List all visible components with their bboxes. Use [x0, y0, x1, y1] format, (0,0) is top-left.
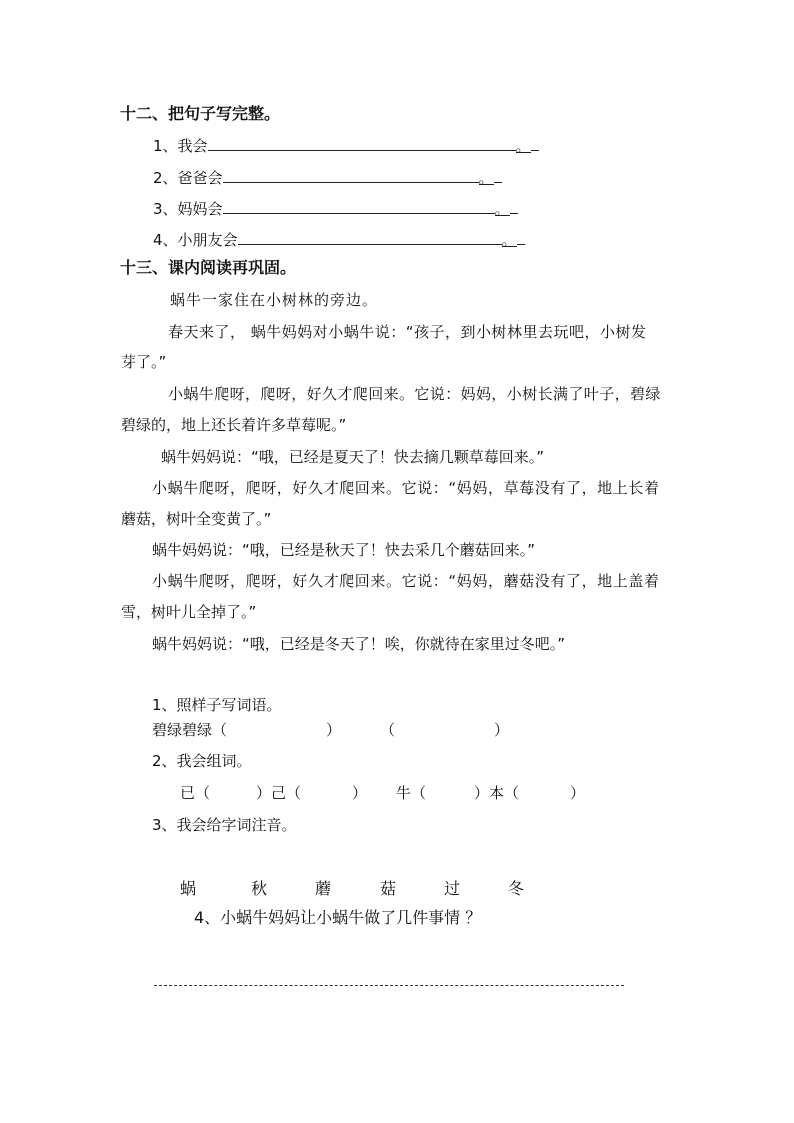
answer-blank[interactable] [208, 134, 516, 151]
question-2-label: 2、我会组词。 [152, 752, 252, 770]
story-line: 蜗牛妈妈说：“哦，已经是冬天了！唉，你就待在家里过冬吧。” [152, 635, 566, 653]
pinyin-char: 冬 [508, 879, 525, 898]
question-1-close-paren: ） [326, 721, 342, 739]
story-line: 雪，树叶儿全掉了。” [121, 603, 257, 621]
answer-blank[interactable] [238, 228, 502, 245]
question-1-close-paren: ） [494, 721, 510, 739]
question-1-open-paren: （ [380, 721, 396, 739]
answer-blank[interactable] [223, 197, 495, 214]
story-line: 蘑菇，树叶全变黄了。” [121, 510, 272, 528]
question-4-label: 4、小蜗牛妈妈让小蜗牛做了几件事情 ？ [194, 908, 482, 927]
pinyin-char: 秋 [251, 879, 268, 898]
sentence-item-1: 1、我会 。 [153, 134, 539, 156]
section-13-title: 十三、课内阅读再巩固。 [120, 258, 297, 277]
section-12-title: 十二、把句子写完整。 [120, 104, 281, 123]
question-1-label: 1、照样子写词语。 [152, 696, 282, 714]
answer-dashed-line[interactable] [154, 985, 624, 986]
word-group-char: 已（ [180, 784, 211, 802]
story-line: 小蜗牛爬呀，爬呀，好久才爬回来。它说：妈妈，小树长满了叶子，碧绿 [168, 385, 661, 403]
pinyin-char: 蘑 [315, 879, 332, 898]
question-3-label: 3、我会给字词注音。 [152, 816, 297, 834]
story-line: 蜗牛妈妈说：“哦，已经是秋天了！快去采几个蘑菇回来。” [152, 541, 536, 559]
pinyin-char: 蜗 [180, 879, 197, 898]
sentence-item-4: 4、小朋友会 。 [153, 228, 525, 250]
story-line: 小蜗牛爬呀，爬呀，好久才爬回来。它说：“妈妈，草莓没有了，地上长着 [152, 479, 660, 497]
pinyin-char: 过 [444, 879, 461, 898]
story-line: 芽了。” [121, 353, 167, 371]
story-line: 碧绿的，地上还长着许多草莓呢。” [121, 416, 347, 434]
sentence-item-2: 2、爸爸会 。 [153, 166, 502, 188]
word-group-char: ） [570, 784, 586, 802]
story-line: 蜗牛妈妈说：“哦，已经是夏天了！快去摘几颗草莓回来。” [161, 448, 545, 466]
word-group-char: ）本（ [474, 784, 520, 802]
story-line: 蜗牛一家住在小树林的旁边。 [170, 291, 379, 309]
question-1-example: 碧绿碧绿（ [152, 721, 228, 739]
word-group-char: 牛（ [396, 784, 427, 802]
answer-blank[interactable] [223, 166, 479, 183]
story-line: 小蜗牛爬呀，爬呀，好久才爬回来。它说：“妈妈，蘑菇没有了，地上盖着 [152, 572, 660, 590]
word-group-char: ）己（ [256, 784, 302, 802]
pinyin-char: 菇 [380, 879, 397, 898]
story-line: 春天来了， 蜗牛妈妈对小蜗牛说：“孩子，到小树林里去玩吧，小树发 [168, 323, 647, 341]
sentence-item-3: 3、妈妈会 。 [153, 197, 518, 219]
word-group-char: ） [352, 784, 368, 802]
